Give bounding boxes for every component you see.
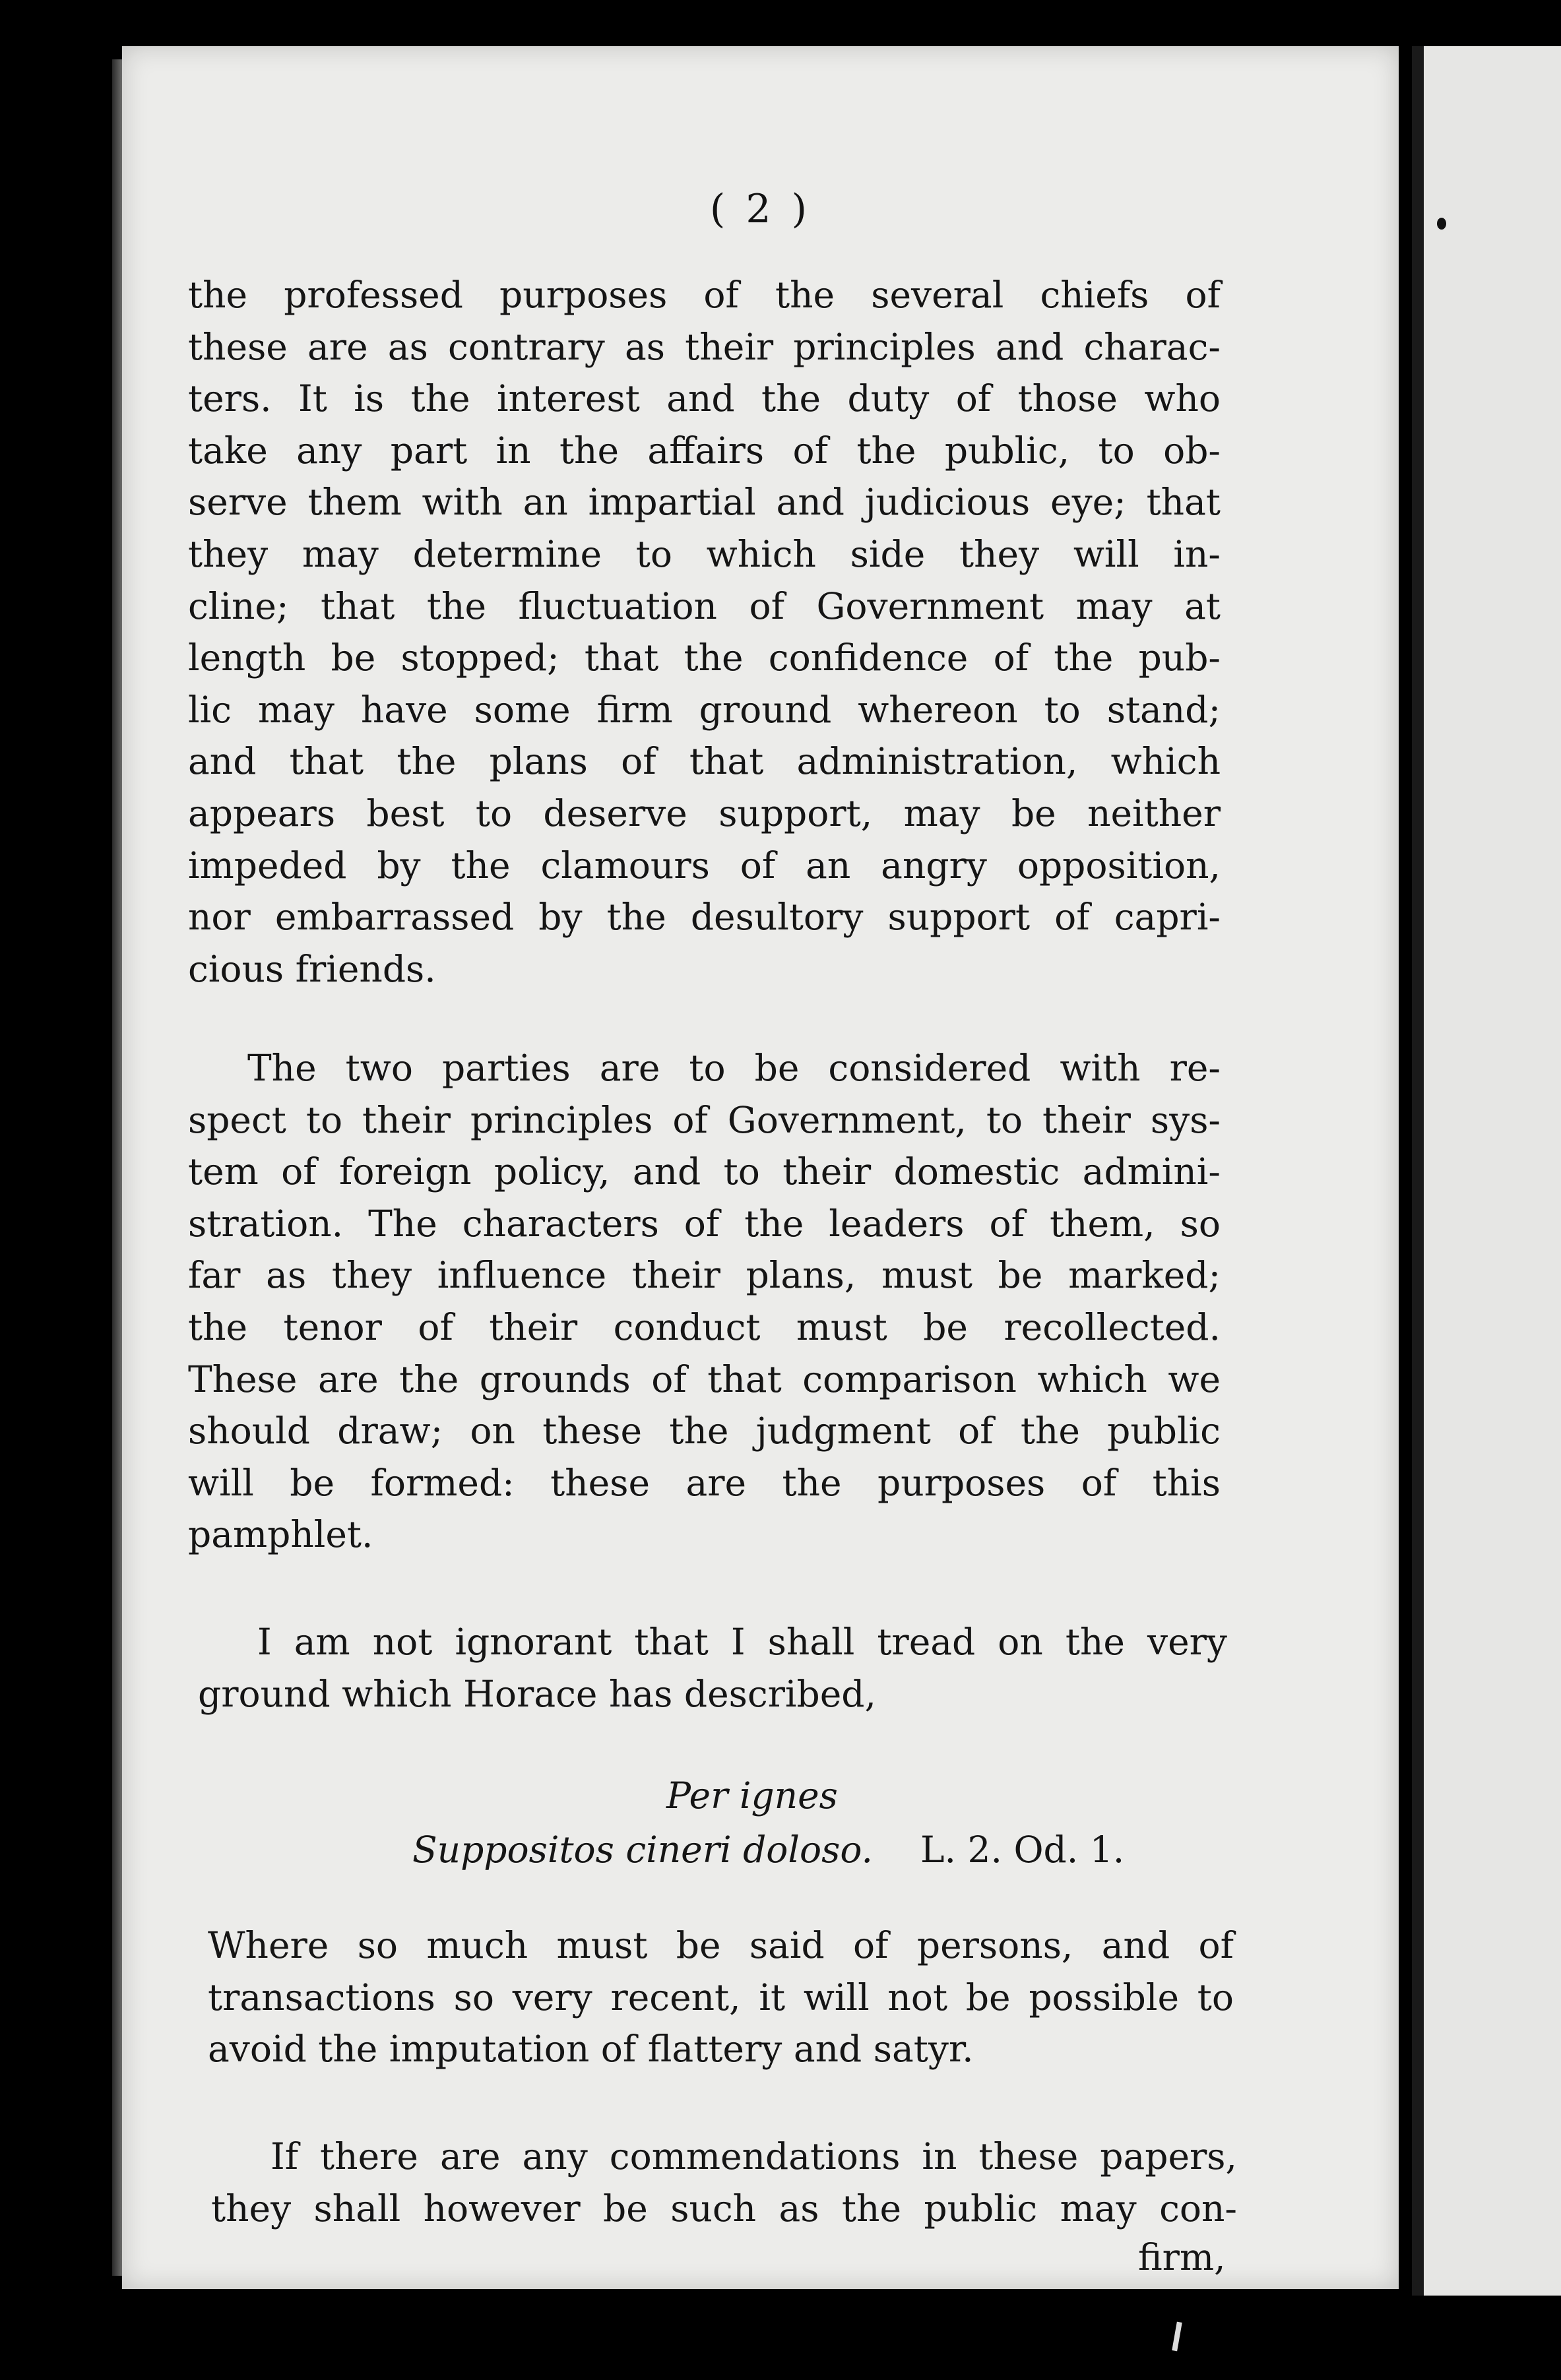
catchword: firm, [1138,2236,1226,2278]
text-line: These are the grounds of that comparison which we [188,1358,1221,1400]
text-line: these are as contrary as their principles and charac- [188,325,1221,368]
text-line: avoid the imputation of flattery and satyr. [208,2028,974,2071]
text-line: should draw; on these the judgment of the public [188,1410,1221,1453]
text-line: impeded by the clamours of an angry opposition, [188,844,1221,887]
text-line: the professed purposes of the several chiefs of [188,274,1221,316]
paragraph-4 [208,1920,1234,2075]
text-line: I am not ignorant that I shall tread on the very [257,1621,1227,1663]
text-line: cline; that the fluctuation of Government may at [188,584,1221,627]
paragraph-1 [188,269,1221,995]
text-line: they shall however be such as the public may con- [211,2187,1237,2230]
verse-reference: L. 2. Od. 1. [920,1829,1125,1871]
text-line: serve them with an impartial and judicious eye; that [188,481,1221,524]
text-line: lic may have some firm ground whereon to stand; [188,688,1221,731]
verse-line-2: Suppositos cineri doloso. [412,1829,873,1871]
text-line: they may determine to which side they will in- [188,532,1221,575]
text-line: take any part in the affairs of the public, to ob- [188,429,1221,472]
text-line: ters. It is the interest and the duty of those who [188,377,1221,420]
text-line: will be formed: these are the purposes of this [188,1461,1221,1504]
facing-page-edge [1412,46,1561,2296]
text-line: length be stopped; that the confidence of the pub- [188,637,1221,679]
text-line: The two parties are to be considered with re- [247,1047,1221,1089]
text-line: far as they influence their plans, must be marked; [188,1254,1221,1297]
text-line: stration. The characters of the leaders of them, so [188,1202,1221,1245]
paragraph-5 [211,2131,1237,2234]
paragraph-2 [188,1042,1221,1561]
text-line: the tenor of their conduct must be recollected. [188,1305,1221,1348]
text-line: ground which Horace has described, [198,1672,876,1715]
text-line: Where so much must be said of persons, and of [208,1924,1234,1966]
text-line: and that the plans of that administration, which [188,740,1221,783]
text-line: nor embarrassed by the desultory support of capri- [188,896,1221,939]
text-line: tem of foreign policy, and to their domestic admini- [188,1150,1221,1193]
text-line: spect to their principles of Government, to their sys- [188,1098,1221,1141]
text-line: pamphlet. [188,1513,373,1556]
paragraph-3 [198,1616,1227,1720]
text-line: cious friends. [188,947,436,990]
page-mark [1172,2322,1182,2352]
text-line: appears best to deserve support, may be neither [188,792,1221,834]
ink-spot [1437,218,1446,230]
text-line: If there are any commendations in these papers, [271,2135,1237,2177]
page-number-header: ( 2 ) [709,186,812,232]
text-line: transactions so very recent, it will not be possible to [208,1976,1234,2019]
verse-line-1: Per ignes [666,1774,838,1817]
